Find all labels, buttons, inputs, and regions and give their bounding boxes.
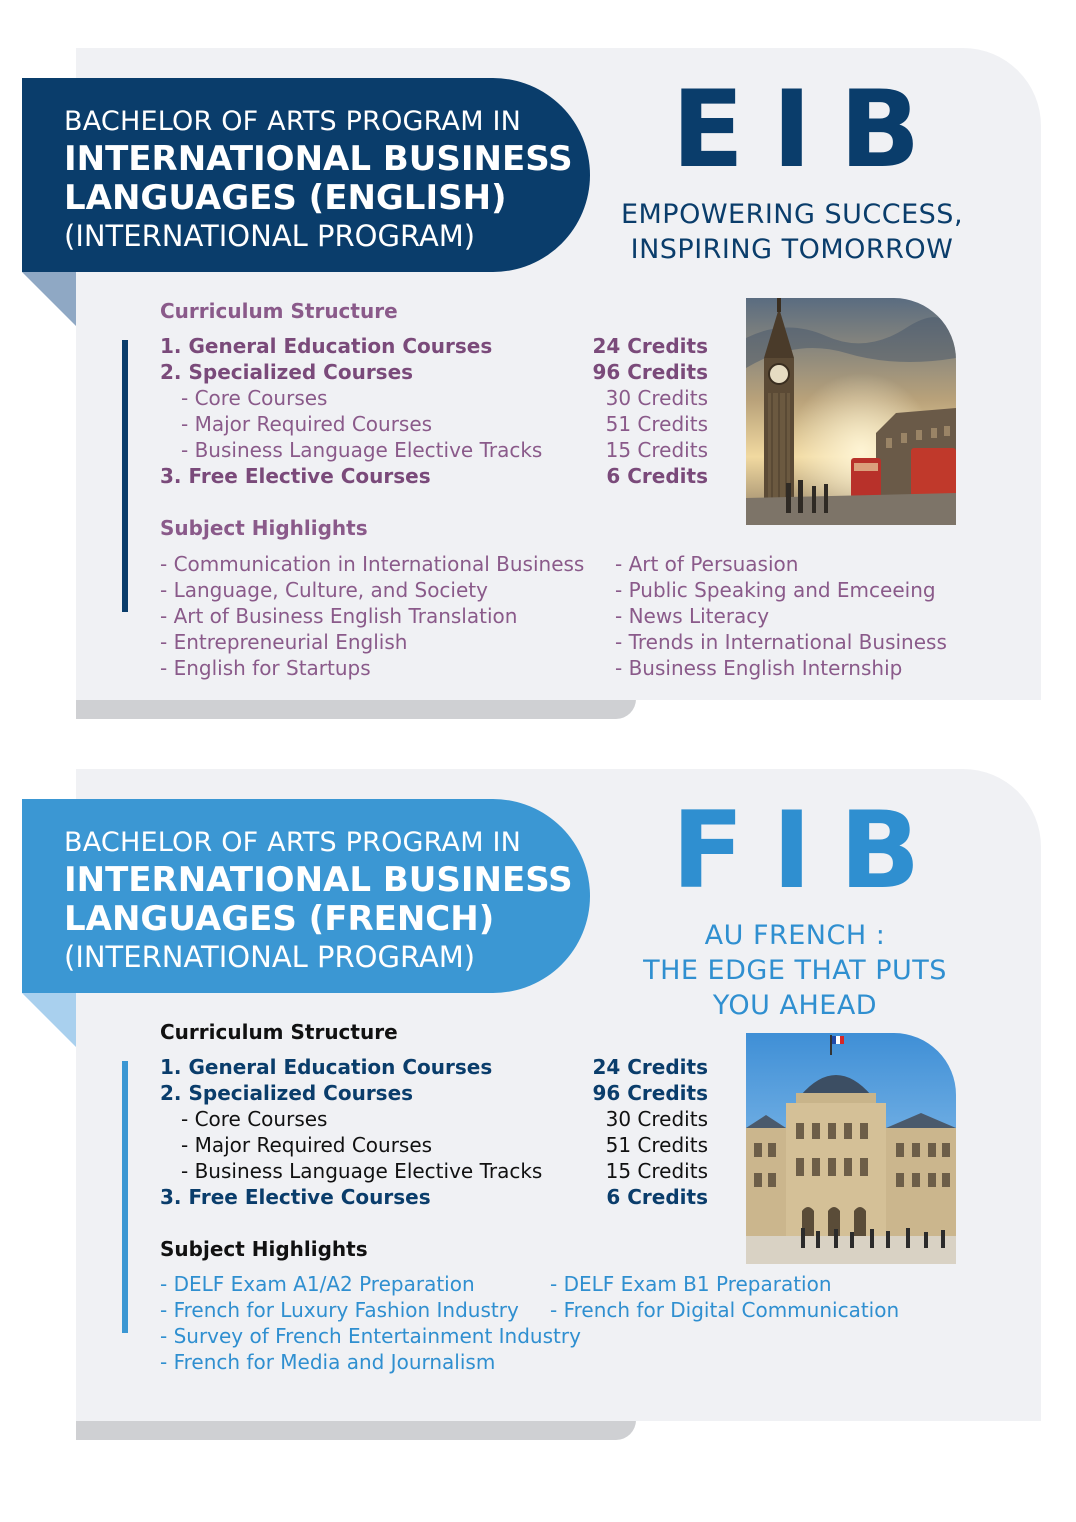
eib-highlight-item: - Communication in International Business bbox=[160, 552, 585, 576]
fib-course-credits: 24 Credits bbox=[592, 1055, 708, 1079]
fib-curriculum-row bbox=[160, 1185, 708, 1211]
fib-course-label: - Business Language Elective Tracks bbox=[181, 1159, 543, 1183]
eib-curriculum-row bbox=[160, 360, 708, 386]
eib-tagline bbox=[582, 197, 1002, 267]
fib-highlight-item: - French for Media and Journalism bbox=[160, 1350, 496, 1374]
eib-highlight-item: - News Literacy bbox=[615, 604, 770, 628]
fib-vertical-bar bbox=[122, 1061, 128, 1333]
fib-course-label: - Major Required Courses bbox=[181, 1133, 433, 1157]
eib-curriculum-row bbox=[160, 464, 708, 490]
eib-course-label: 3. Free Elective Courses bbox=[160, 464, 431, 488]
fib-acronym: FIB bbox=[671, 789, 949, 912]
eib-curriculum-row bbox=[160, 386, 708, 412]
fib-highlights-title: Subject Highlights bbox=[160, 1237, 368, 1261]
fib-tagline-line2: THE EDGE THAT PUTS bbox=[643, 955, 947, 986]
fib-highlight-item: - Survey of French Entertainment Industry bbox=[160, 1324, 581, 1348]
fib-curriculum-row bbox=[160, 1107, 708, 1133]
fib-curriculum-row bbox=[160, 1055, 708, 1081]
fib-tagline bbox=[585, 918, 1005, 1023]
eib-course-credits: 96 Credits bbox=[592, 360, 708, 384]
fib-course-credits: 96 Credits bbox=[592, 1081, 708, 1105]
eib-highlight-item: - Public Speaking and Emceeing bbox=[615, 578, 936, 602]
fib-banner-line1: BACHELOR OF ARTS PROGRAM IN bbox=[64, 827, 522, 858]
eib-course-label: - Business Language Elective Tracks bbox=[181, 438, 543, 462]
eib-banner-fold bbox=[22, 272, 76, 326]
eib-course-credits: 30 Credits bbox=[605, 386, 708, 410]
eib-course-label: 2. Specialized Courses bbox=[160, 360, 414, 384]
fib-tagline-line1: AU FRENCH : bbox=[704, 920, 886, 951]
fib-curriculum-row bbox=[160, 1081, 708, 1107]
eib-banner-line4: (INTERNATIONAL PROGRAM) bbox=[64, 219, 476, 253]
fib-card-shadow bbox=[76, 1420, 636, 1440]
eib-course-credits: 6 Credits bbox=[606, 464, 708, 488]
fib-highlight-item: - DELF Exam A1/A2 Preparation bbox=[160, 1272, 475, 1296]
eib-highlight-item: - Art of Persuasion bbox=[615, 552, 799, 576]
eib-course-label: - Major Required Courses bbox=[181, 412, 433, 436]
fib-curriculum-title: Curriculum Structure bbox=[160, 1020, 398, 1044]
eib-tagline-line1: EMPOWERING SUCCESS, bbox=[620, 199, 964, 230]
eib-course-credits: 51 Credits bbox=[605, 412, 708, 436]
big-ben-london-photo bbox=[746, 298, 956, 525]
fib-course-credits: 6 Credits bbox=[606, 1185, 708, 1209]
eib-card-shadow bbox=[76, 699, 636, 719]
fib-banner-fold bbox=[22, 993, 76, 1047]
fib-banner-line2: INTERNATIONAL BUSINESS bbox=[64, 860, 573, 900]
fib-banner bbox=[22, 799, 590, 993]
eib-acronym: EIB bbox=[671, 68, 949, 191]
fib-banner-line4: (INTERNATIONAL PROGRAM) bbox=[64, 940, 476, 974]
fib-curriculum-row bbox=[160, 1133, 708, 1159]
fib-course-credits: 30 Credits bbox=[605, 1107, 708, 1131]
eib-tagline-line2: INSPIRING TOMORROW bbox=[630, 234, 954, 265]
eib-course-credits: 15 Credits bbox=[605, 438, 708, 462]
eib-highlight-item: - Business English Internship bbox=[615, 656, 903, 680]
eib-banner-line2: INTERNATIONAL BUSINESS bbox=[64, 139, 573, 179]
eib-banner-line1: BACHELOR OF ARTS PROGRAM IN bbox=[64, 106, 522, 137]
louvre-paris-photo bbox=[746, 1033, 956, 1264]
fib-curriculum-row bbox=[160, 1159, 708, 1185]
eib-highlight-item: - Trends in International Business bbox=[615, 630, 947, 654]
fib-banner-line3: LANGUAGES (FRENCH) bbox=[64, 899, 495, 939]
fib-course-label: 2. Specialized Courses bbox=[160, 1081, 414, 1105]
fib-course-label: - Core Courses bbox=[181, 1107, 328, 1131]
fib-course-label: 1. General Education Courses bbox=[160, 1055, 493, 1079]
eib-banner-line3: LANGUAGES (ENGLISH) bbox=[64, 178, 507, 218]
fib-course-credits: 15 Credits bbox=[605, 1159, 708, 1183]
fib-highlight-item: - French for Luxury Fashion Industry bbox=[160, 1298, 519, 1322]
eib-highlight-item: - Language, Culture, and Society bbox=[160, 578, 488, 602]
eib-curriculum-row bbox=[160, 438, 708, 464]
eib-highlight-item: - English for Startups bbox=[160, 656, 371, 680]
eib-highlight-item: - Entrepreneurial English bbox=[160, 630, 408, 654]
eib-curriculum-title: Curriculum Structure bbox=[160, 299, 398, 323]
fib-course-label: 3. Free Elective Courses bbox=[160, 1185, 431, 1209]
eib-banner bbox=[22, 78, 590, 272]
fib-course-credits: 51 Credits bbox=[605, 1133, 708, 1157]
fib-highlight-item: - French for Digital Communication bbox=[550, 1298, 900, 1322]
eib-course-credits: 24 Credits bbox=[592, 334, 708, 358]
eib-course-label: 1. General Education Courses bbox=[160, 334, 493, 358]
eib-course-label: - Core Courses bbox=[181, 386, 328, 410]
eib-vertical-bar bbox=[122, 340, 128, 612]
eib-curriculum-row bbox=[160, 412, 708, 438]
fib-highlight-item: - DELF Exam B1 Preparation bbox=[550, 1272, 832, 1296]
eib-curriculum-row bbox=[160, 334, 708, 360]
eib-highlights-title: Subject Highlights bbox=[160, 516, 368, 540]
eib-highlight-item: - Art of Business English Translation bbox=[160, 604, 518, 628]
fib-tagline-line3: YOU AHEAD bbox=[712, 990, 878, 1021]
